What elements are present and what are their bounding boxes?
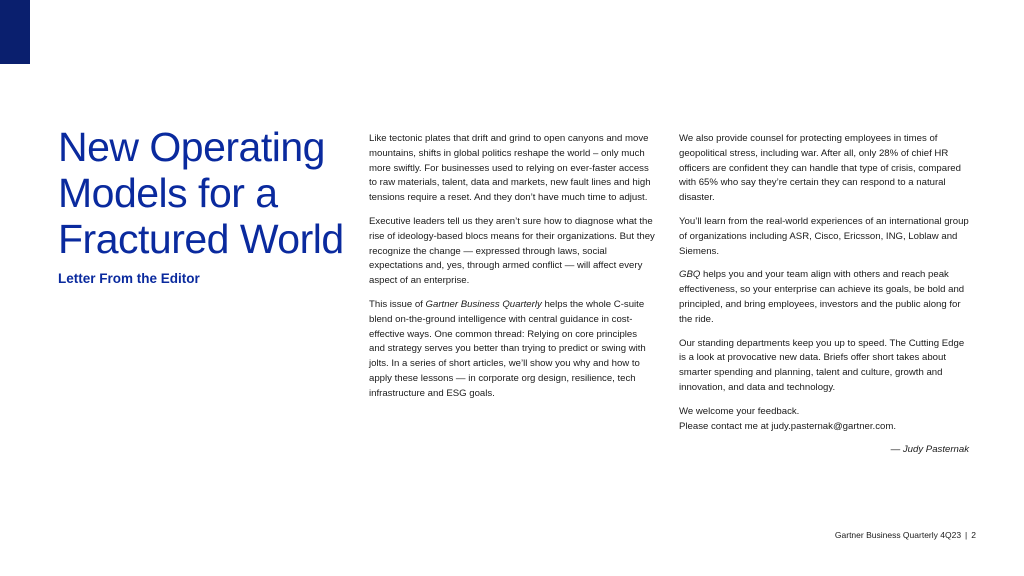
feedback-paragraph bbox=[679, 405, 969, 435]
article-column-2 bbox=[679, 132, 969, 458]
article-column-1 bbox=[369, 132, 655, 411]
title-line-2: Models for a bbox=[58, 170, 278, 216]
paragraph-6-body: helps you and your team align with others and reach peak effectiveness, so your enterprise can achieve its goals, be bold and principled, and bring employees, investors and the public along for the ride. bbox=[679, 269, 965, 325]
paragraph-3 bbox=[369, 298, 655, 402]
paragraph-3-body: helps the whole C-suite blend on-the-ground intelligence with central guidance in cost-effective ways. One common thread: Relying on core principles and strategy serves you better than trying to predict or swing with jolts. In a series of short articles, we’ll show you why and how to apply these lessons — in corporate org design, resilience, tech infrastructure and ESG goals. bbox=[369, 298, 646, 399]
corner-accent-bar bbox=[0, 0, 30, 64]
publication-name: Gartner Business Quarterly bbox=[425, 298, 542, 310]
editor-signature: — Judy Pasternak bbox=[890, 444, 969, 456]
paragraph-4: We also provide counsel for protecting employees in times of geopolitical stress, including war. After all, only 28% of chief HR officers are confident they can handle that type of crisis, compared with 65% who say they’re certain they can respond to a natural disaster. bbox=[679, 133, 961, 204]
page-subtitle: Letter From the Editor bbox=[58, 271, 200, 286]
footer-separator: | bbox=[965, 530, 968, 540]
title-line-3: Fractured World bbox=[58, 216, 344, 262]
paragraph-2: Executive leaders tell us they aren’t sure how to diagnose what the rise of ideology-based blocs means for their organizations. But they recognize the change — expressed through laws, social expectations and, yes, through armed conflict — will affect every aspect of an enterprise. bbox=[369, 215, 655, 287]
page-footer bbox=[835, 530, 976, 540]
paragraph-1: Like tectonic plates that drift and grind to open canyons and move mountains, shifts in global politics reshape the world – only much more swiftly. For businesses used to relying on ever-faster access to raw materials, talent, data and markets, new fault lines and high tensions require a reset. And they don’t have much time to adjust. bbox=[369, 133, 651, 204]
paragraph-5: You’ll learn from the real-world experiences of an international group of organizations including ASR, Cisco, Ericsson, ING, Loblaw and Siemens. bbox=[679, 215, 969, 257]
paragraph-7: Our standing departments keep you up to speed. The Cutting Edge is a look at provocative new data. Briefs offer short takes about smarter spending and planning, talent and culture, growth and innovation, and data and technology. bbox=[679, 337, 965, 393]
page-number: 2 bbox=[971, 530, 976, 540]
paragraph-3-lead: This issue of bbox=[369, 298, 426, 310]
title-line-1: New Operating bbox=[58, 124, 325, 170]
paragraph-6 bbox=[679, 268, 969, 327]
gbq-abbr: GBQ bbox=[679, 269, 701, 281]
feedback-line: We welcome your feedback. bbox=[679, 405, 800, 417]
footer-publication: Gartner Business Quarterly 4Q23 bbox=[834, 530, 962, 540]
contact-email-line[interactable]: Please contact me at judy.pasternak@gartner.com. bbox=[679, 420, 897, 432]
page-title bbox=[58, 124, 358, 262]
